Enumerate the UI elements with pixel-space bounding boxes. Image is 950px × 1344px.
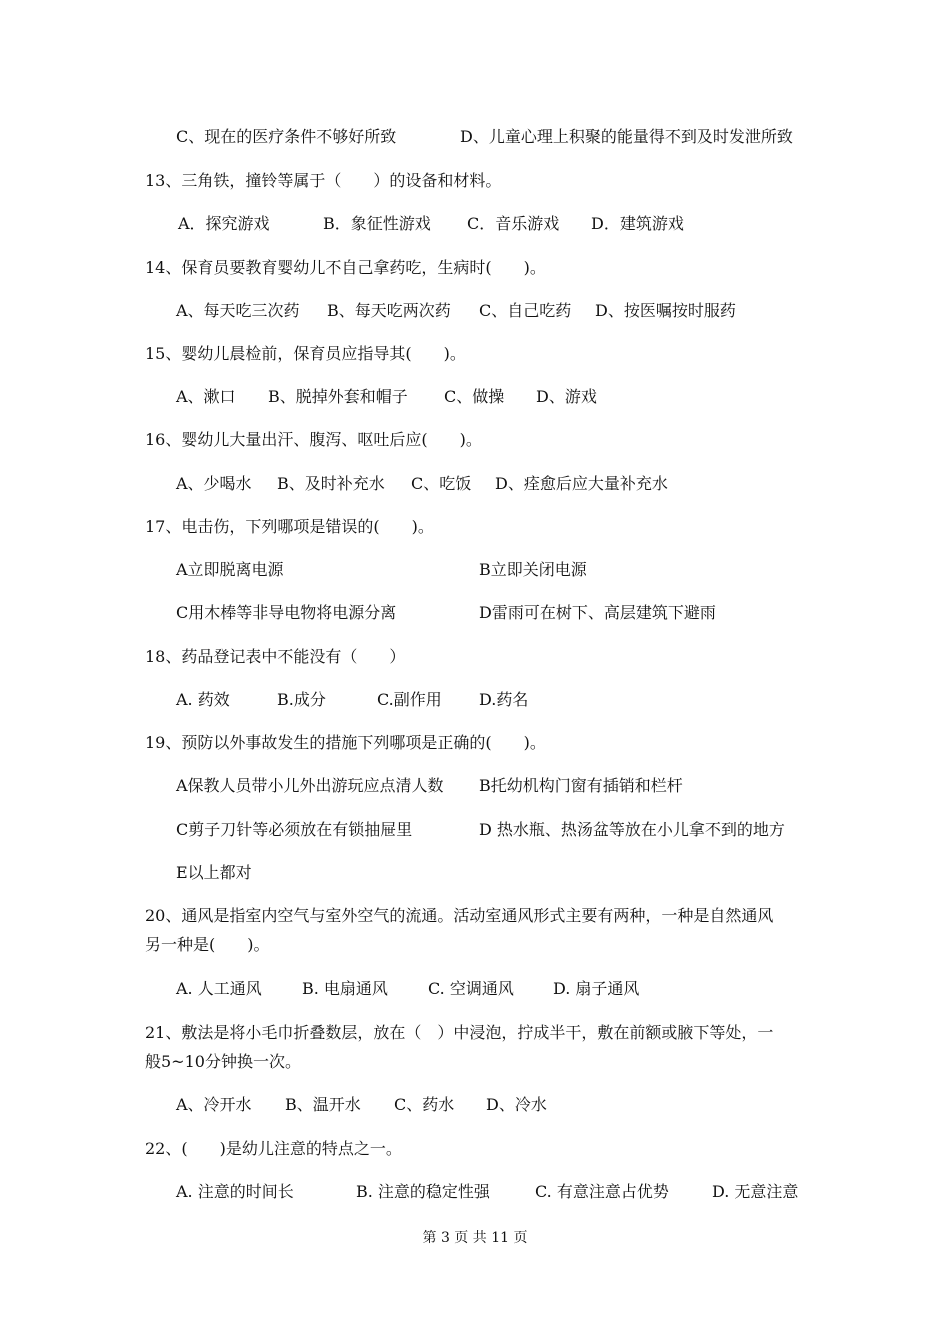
q14-option-a: A、每天吃三次药 <box>176 301 300 320</box>
q22-option-d: D. 无意注意 <box>712 1182 799 1201</box>
question-22: 22、( )是幼儿注意的特点之一。 <box>145 1139 402 1158</box>
q21-option-b: B、温开水 <box>285 1095 361 1114</box>
q14-option-d: D、按医嘱按时服药 <box>595 301 736 320</box>
question-19: 19、预防以外事故发生的措施下列哪项是正确的( )。 <box>145 733 546 752</box>
q16-option-c: C、吃饭 <box>411 474 472 493</box>
q19-option-d: D 热水瓶、热汤盆等放在小儿拿不到的地方 <box>479 820 785 839</box>
question-14: 14、保育员要教育婴幼儿不自己拿药吃，生病时( )。 <box>145 258 546 277</box>
q15-option-a: A、漱口 <box>176 387 236 406</box>
q17-option-b: B立即关闭电源 <box>479 560 587 579</box>
q15-option-d: D、游戏 <box>536 387 597 406</box>
q16-option-b: B、及时补充水 <box>277 474 385 493</box>
q15-option-c: C、做操 <box>444 387 505 406</box>
q19-option-a: A保教人员带小儿外出游玩应点清人数 <box>176 776 444 795</box>
q16-option-d: D、痊愈后应大量补充水 <box>495 474 668 493</box>
q21-option-c: C、药水 <box>394 1095 455 1114</box>
question-13: 13、三角铁，撞铃等属于（ ）的设备和材料。 <box>145 171 502 190</box>
question-20-line-1: 20、通风是指室内空气与室外空气的流通。活动室通风形式主要有两种，一种是自然通风 <box>145 906 774 925</box>
q13-option-a: A．探究游戏 <box>178 214 270 233</box>
q17-option-a: A立即脱离电源 <box>176 560 284 579</box>
option-d-prev: D、儿童心理上积聚的能量得不到及时发泄所致 <box>460 127 793 146</box>
q14-option-b: B、每天吃两次药 <box>327 301 451 320</box>
q18-option-b: B.成分 <box>277 690 326 709</box>
q13-option-d: D．建筑游戏 <box>591 214 684 233</box>
q14-option-c: C、自己吃药 <box>479 301 572 320</box>
q19-option-c: C剪子刀针等必须放在有锁抽屉里 <box>176 820 413 839</box>
q20-option-c: C. 空调通风 <box>428 979 514 998</box>
q21-option-a: A、冷开水 <box>176 1095 252 1114</box>
q20-option-b: B. 电扇通风 <box>302 979 388 998</box>
q13-option-c: C．音乐游戏 <box>467 214 560 233</box>
q22-option-b: B. 注意的稳定性强 <box>356 1182 490 1201</box>
q17-option-d: D雷雨可在树下、高层建筑下避雨 <box>479 603 716 622</box>
q19-option-e: E以上都对 <box>176 863 252 882</box>
q16-option-a: A、少喝水 <box>176 474 252 493</box>
q21-option-d: D、冷水 <box>486 1095 547 1114</box>
q22-option-a: A. 注意的时间长 <box>176 1182 294 1201</box>
q20-option-d: D. 扇子通风 <box>553 979 640 998</box>
q20-option-a: A. 人工通风 <box>176 979 262 998</box>
question-17: 17、电击伤，下列哪项是错误的( )。 <box>145 517 434 536</box>
q18-option-d: D.药名 <box>479 690 529 709</box>
q13-option-b: B．象征性游戏 <box>323 214 431 233</box>
q18-option-a: A. 药效 <box>176 690 230 709</box>
page-footer: 第 3 页 共 11 页 <box>422 1230 528 1246</box>
q17-option-c: C用木棒等非导电物将电源分离 <box>176 603 397 622</box>
question-20-line-2: 另一种是( )。 <box>145 935 270 954</box>
question-21-line-1: 21、敷法是将小毛巾折叠数层，放在（ ）中浸泡，拧成半干，敷在前额或腋下等处，一 <box>145 1023 774 1042</box>
q19-option-b: B托幼机构门窗有插销和栏杆 <box>479 776 683 795</box>
question-21-line-2: 般5~10分钟换一次。 <box>145 1052 301 1071</box>
question-15: 15、婴幼儿晨检前，保育员应指导其( )。 <box>145 344 466 363</box>
q15-option-b: B、脱掉外套和帽子 <box>268 387 408 406</box>
q22-option-c: C. 有意注意占优势 <box>535 1182 669 1201</box>
option-c-prev: C、现在的医疗条件不够好所致 <box>176 127 397 146</box>
q18-option-c: C.副作用 <box>377 690 442 709</box>
question-16: 16、婴幼儿大量出汗、腹泻、呕吐后应( )。 <box>145 430 482 449</box>
question-18: 18、药品登记表中不能没有（ ） <box>145 647 406 666</box>
